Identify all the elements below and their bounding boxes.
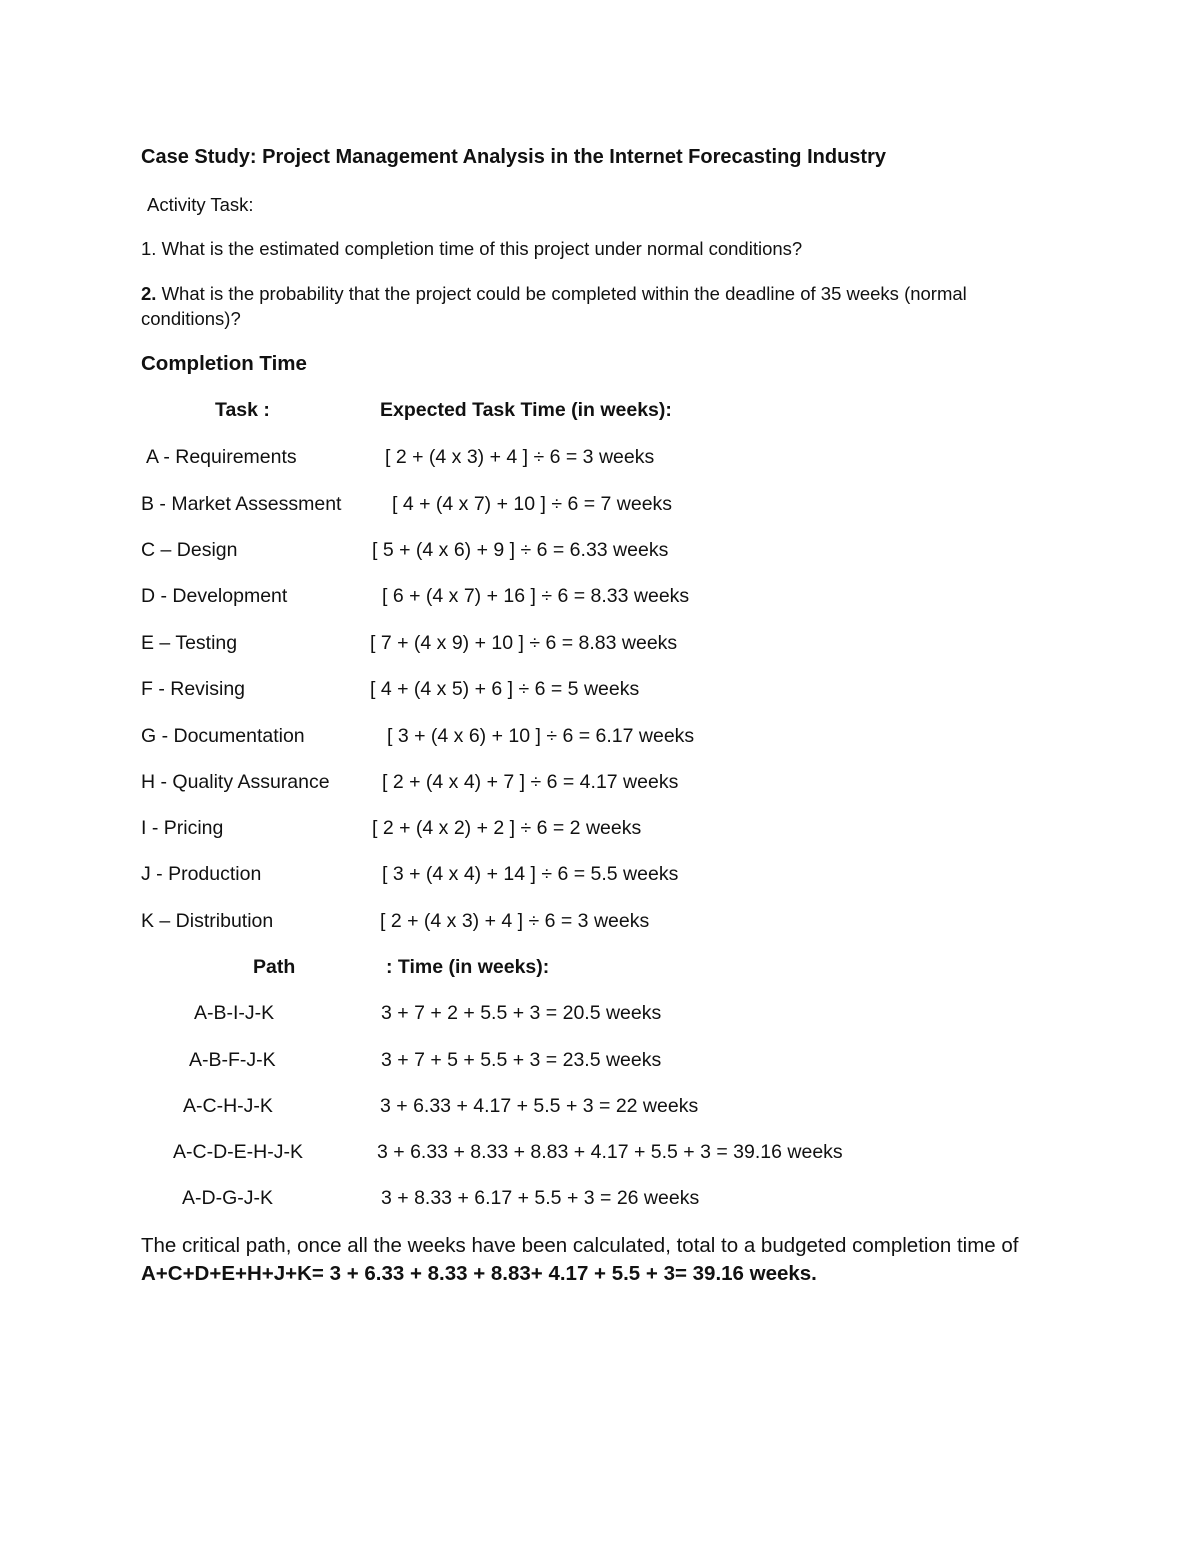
path-name: A-C-H-J-K — [183, 1095, 273, 1117]
path-name: A-B-I-J-K — [194, 1002, 275, 1024]
critical-path-result: A+C+D+E+H+J+K= 3 + 6.33 + 8.33 + 8.83+ 4.17 + 5.5 + 3= 39.16 weeks. — [141, 1262, 817, 1285]
task-name: D - Development — [141, 585, 288, 607]
task-name: H - Quality Assurance — [141, 771, 330, 793]
question-2-continued: conditions)? — [141, 308, 241, 329]
task-name: F - Revising — [141, 678, 246, 700]
task-name: J - Production — [141, 863, 262, 885]
path-time: 3 + 8.33 + 6.17 + 5.5 + 3 = 26 weeks — [381, 1187, 700, 1209]
path-time: 3 + 6.33 + 8.33 + 8.83 + 4.17 + 5.5 + 3 = 39.16 weeks — [377, 1141, 843, 1163]
section-heading: Completion Time — [141, 352, 307, 375]
task-time: [ 2 + (4 x 3) + 4 ] ÷ 6 = 3 weeks — [380, 910, 650, 932]
task-name: C – Design — [141, 539, 238, 561]
task-time: [ 4 + (4 x 5) + 6 ] ÷ 6 = 5 weeks — [370, 678, 640, 700]
question-text: What is the probability that the project could be completed within the deadline of 35 weeks (normal — [161, 283, 967, 304]
conclusion-paragraph — [141, 1232, 1056, 1288]
time-column-header: Expected Task Time (in weeks): — [380, 399, 672, 421]
path-column-header: Path — [253, 956, 296, 978]
path-time: 3 + 6.33 + 4.17 + 5.5 + 3 = 22 weeks — [380, 1095, 699, 1117]
task-time: [ 2 + (4 x 2) + 2 ] ÷ 6 = 2 weeks — [372, 817, 642, 839]
path-name: A-B-F-J-K — [189, 1049, 276, 1071]
path-name: A-D-G-J-K — [182, 1187, 273, 1209]
task-name: G - Documentation — [141, 725, 305, 747]
task-time: [ 3 + (4 x 4) + 14 ] ÷ 6 = 5.5 weeks — [382, 863, 679, 885]
task-time: [ 5 + (4 x 6) + 9 ] ÷ 6 = 6.33 weeks — [372, 539, 669, 561]
path-name: A-C-D-E-H-J-K — [173, 1141, 303, 1163]
task-name: K – Distribution — [141, 910, 274, 932]
task-name: B - Market Assessment — [141, 493, 342, 515]
task-name: A - Requirements — [146, 446, 297, 468]
question-number: 2. — [141, 283, 157, 304]
task-name: E – Testing — [141, 632, 238, 654]
document-title: Case Study: Project Management Analysis in the Internet Forecasting Industry — [141, 146, 886, 168]
question-2 — [141, 282, 967, 306]
task-time: [ 2 + (4 x 3) + 4 ] ÷ 6 = 3 weeks — [385, 446, 655, 468]
task-time: [ 3 + (4 x 6) + 10 ] ÷ 6 = 6.17 weeks — [387, 725, 695, 747]
activity-task-label: Activity Task: — [147, 194, 254, 215]
question-1 — [141, 237, 802, 261]
task-time: [ 4 + (4 x 7) + 10 ] ÷ 6 = 7 weeks — [392, 493, 673, 515]
question-text: What is the estimated completion time of this project under normal conditions? — [161, 238, 803, 259]
conclusion-text: The critical path, once all the weeks have been calculated, total to a budgeted completion time of — [141, 1234, 1019, 1257]
task-time: [ 7 + (4 x 9) + 10 ] ÷ 6 = 8.83 weeks — [370, 632, 678, 654]
task-column-header: Task : — [215, 399, 270, 421]
question-number: 1. — [141, 238, 157, 259]
path-time: 3 + 7 + 2 + 5.5 + 3 = 20.5 weeks — [381, 1002, 662, 1024]
task-time: [ 2 + (4 x 4) + 7 ] ÷ 6 = 4.17 weeks — [382, 771, 679, 793]
path-time: 3 + 7 + 5 + 5.5 + 3 = 23.5 weeks — [381, 1049, 662, 1071]
task-time: [ 6 + (4 x 7) + 16 ] ÷ 6 = 8.33 weeks — [382, 585, 690, 607]
path-time-column-header: : Time (in weeks): — [386, 956, 550, 978]
task-name: I - Pricing — [141, 817, 224, 839]
